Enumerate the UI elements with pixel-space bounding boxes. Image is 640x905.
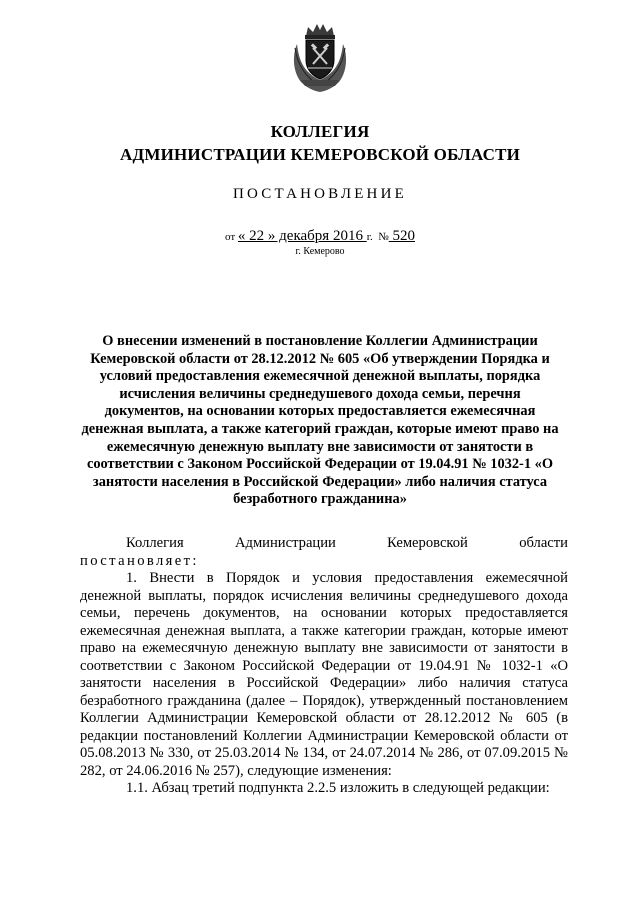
date-day: 22: [245, 228, 268, 244]
date-number-line: [0, 228, 640, 245]
date-close-quote: »: [267, 228, 276, 244]
date-year-suffix: г.: [366, 231, 373, 243]
paragraph-item-1-1: 1.1. Абзац третий подпункта 2.2.5 изложить в следующей редакции:: [126, 780, 550, 796]
document-number: 520: [388, 228, 415, 244]
date-from-label: от: [225, 231, 236, 243]
org-name-line1: КОЛЛЕГИЯ: [270, 122, 370, 141]
document-type: ПОСТАНОВЛЕНИЕ: [233, 186, 407, 202]
city-label: г. Кемерово: [295, 246, 345, 257]
intro-word: Кемеровской: [387, 535, 468, 551]
intro-line: [80, 535, 568, 553]
org-name-line2: АДМИНИСТРАЦИИ КЕМЕРОВСКОЙ ОБЛАСТИ: [119, 145, 521, 164]
kemerovo-coat-of-arms-icon: [291, 22, 349, 94]
date-month-year: декабря 2016: [275, 228, 367, 244]
document-title: О внесении изменений в постановление Коллегии Администрации Кемеровской области от 28.12.2012 № 605 «Об утверждении Порядка и условий предоставления ежемесячной денежной выплаты, порядка исчисления величины среднедушевого дохода семьи, перечня документов, на основании которых предоставляется ежемесячная денежная выплата, а также категорий граждан, которые имеют право на ежемесячную денежную выплату вне зависимости от занятости в соответствии с Законом Российской Федерации от 19.04.91 № 1032-1 «О занятости населения в Российской Федерации» либо наличия статуса безработного гражданина»: [81, 333, 559, 508]
resolves-line: постановляет:: [80, 552, 199, 569]
number-sign: №: [378, 231, 389, 243]
document-body: [80, 535, 568, 798]
intro-word: области: [519, 535, 568, 551]
date-open-quote: «: [237, 228, 246, 244]
intro-word: Администрации: [234, 535, 336, 551]
intro-word: Коллегия: [126, 535, 184, 551]
paragraph-item-1: 1. Внести в Порядок и условия предоставления ежемесячной денежной выплаты, порядок исчисления величины среднедушевого дохода семьи, перечень документов, на основании которых предоставляется ежемесячная денежная выплата, а также категории граждан, которые имеют право на ежемесячную денежную выплату вне зависимости от занятости в соответствии с Законом Российской Федерации от 19.04.91 № 1032-1 «О занятости населения в Российской Федерации» либо наличия статуса безработного гражданина (далее – Порядок), утвержденный постановлением Коллегии Администрации Кемеровской области от 28.12.2012 № 605 (в редакции постановлений Коллегии Администрации Кемеровской области от 05.08.2013 № 330, от 25.03.2014 № 134, от 24.07.2014 № 286, от 07.09.2015 № 282, от 24.06.2016 № 257), следующие изменения:: [80, 570, 568, 779]
